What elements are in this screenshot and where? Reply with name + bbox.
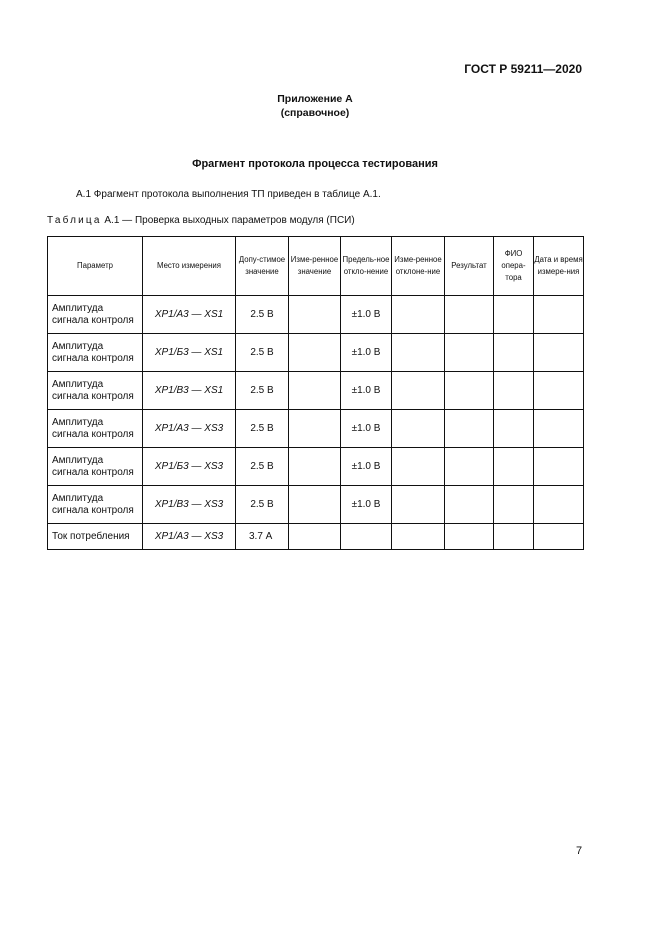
- cell-measured-deviation: [392, 410, 445, 448]
- cell-measured: [289, 524, 341, 550]
- cell-result: [445, 334, 494, 372]
- cell-measured-deviation: [392, 486, 445, 524]
- cell-measured-deviation: [392, 524, 445, 550]
- header-place: Место измерения: [143, 237, 236, 296]
- cell-place: ХР1/Б3 — XS3: [143, 448, 236, 486]
- cell-allowed: 2.5 В: [236, 448, 289, 486]
- table-row: [48, 486, 584, 524]
- cell-param: Амплитуда сигнала контроля: [48, 410, 143, 448]
- cell-result: [445, 448, 494, 486]
- table-row: [48, 296, 584, 334]
- cell-operator: [494, 372, 534, 410]
- cell-result: [445, 296, 494, 334]
- cell-result: [445, 372, 494, 410]
- cell-param: Амплитуда сигнала контроля: [48, 448, 143, 486]
- table-header-row: [48, 237, 584, 296]
- cell-result: [445, 486, 494, 524]
- cell-place: ХР1/А3 — XS3: [143, 524, 236, 550]
- table-caption: [47, 215, 355, 226]
- cell-datetime: [534, 296, 584, 334]
- table-row: [48, 448, 584, 486]
- cell-param: Амплитуда сигнала контроля: [48, 486, 143, 524]
- intro-paragraph: А.1 Фрагмент протокола выполнения ТП приведен в таблице А.1.: [76, 189, 381, 200]
- header-datetime: Дата и время измере-ния: [534, 237, 584, 296]
- cell-max-deviation: ±1.0 В: [341, 448, 392, 486]
- cell-measured-deviation: [392, 372, 445, 410]
- cell-param: Амплитуда сигнала контроля: [48, 296, 143, 334]
- annex-title: Фрагмент протокола процесса тестирования: [192, 158, 438, 170]
- cell-param: Ток потребления: [48, 524, 143, 550]
- cell-max-deviation: ±1.0 В: [341, 372, 392, 410]
- cell-max-deviation: ±1.0 В: [341, 334, 392, 372]
- cell-datetime: [534, 448, 584, 486]
- cell-datetime: [534, 524, 584, 550]
- cell-param: Амплитуда сигнала контроля: [48, 334, 143, 372]
- cell-param: Амплитуда сигнала контроля: [48, 372, 143, 410]
- cell-max-deviation: ±1.0 В: [341, 410, 392, 448]
- cell-measured: [289, 486, 341, 524]
- cell-measured-deviation: [392, 448, 445, 486]
- header-param: Параметр: [48, 237, 143, 296]
- cell-allowed: 3.7 А: [236, 524, 289, 550]
- cell-measured: [289, 372, 341, 410]
- standard-code: ГОСТ Р 59211—2020: [464, 62, 582, 76]
- table-row: [48, 372, 584, 410]
- table-row: [48, 410, 584, 448]
- cell-place: ХР1/Б3 — XS1: [143, 334, 236, 372]
- table-caption-prefix: Таблица: [47, 215, 102, 226]
- header-max-deviation: Предель-ное откло-нение: [341, 237, 392, 296]
- cell-max-deviation: ±1.0 В: [341, 486, 392, 524]
- cell-max-deviation: ±1.0 В: [341, 296, 392, 334]
- annex-label: Приложение А: [277, 93, 353, 105]
- cell-allowed: 2.5 В: [236, 334, 289, 372]
- cell-operator: [494, 448, 534, 486]
- cell-measured: [289, 410, 341, 448]
- cell-datetime: [534, 486, 584, 524]
- cell-measured-deviation: [392, 334, 445, 372]
- cell-place: ХР1/А3 — XS3: [143, 410, 236, 448]
- cell-result: [445, 524, 494, 550]
- protocol-table: [47, 236, 584, 550]
- cell-datetime: [534, 334, 584, 372]
- header-allowed: Допу-стимое значение: [236, 237, 289, 296]
- cell-operator: [494, 410, 534, 448]
- header-measured-deviation: Изме-ренное отклоне-ние: [392, 237, 445, 296]
- cell-allowed: 2.5 В: [236, 486, 289, 524]
- cell-measured-deviation: [392, 296, 445, 334]
- page-number: 7: [576, 845, 583, 857]
- cell-measured: [289, 448, 341, 486]
- cell-place: ХР1/В3 — XS1: [143, 372, 236, 410]
- table-caption-text: А.1 — Проверка выходных параметров модуля (ПСИ): [101, 215, 355, 226]
- cell-datetime: [534, 372, 584, 410]
- cell-place: ХР1/А3 — XS1: [143, 296, 236, 334]
- cell-measured: [289, 334, 341, 372]
- cell-allowed: 2.5 В: [236, 372, 289, 410]
- cell-measured: [289, 296, 341, 334]
- header-result: Результат: [445, 237, 494, 296]
- cell-operator: [494, 524, 534, 550]
- table-row: [48, 334, 584, 372]
- header-operator: ФИО опера-тора: [494, 237, 534, 296]
- cell-max-deviation: [341, 524, 392, 550]
- cell-operator: [494, 334, 534, 372]
- cell-result: [445, 410, 494, 448]
- cell-operator: [494, 296, 534, 334]
- annex-type: (справочное): [280, 107, 350, 119]
- cell-allowed: 2.5 В: [236, 410, 289, 448]
- annex-heading: [0, 92, 630, 120]
- table-row: [48, 524, 584, 550]
- cell-place: ХР1/В3 — XS3: [143, 486, 236, 524]
- cell-datetime: [534, 410, 584, 448]
- cell-operator: [494, 486, 534, 524]
- header-measured: Изме-ренное значение: [289, 237, 341, 296]
- cell-allowed: 2.5 В: [236, 296, 289, 334]
